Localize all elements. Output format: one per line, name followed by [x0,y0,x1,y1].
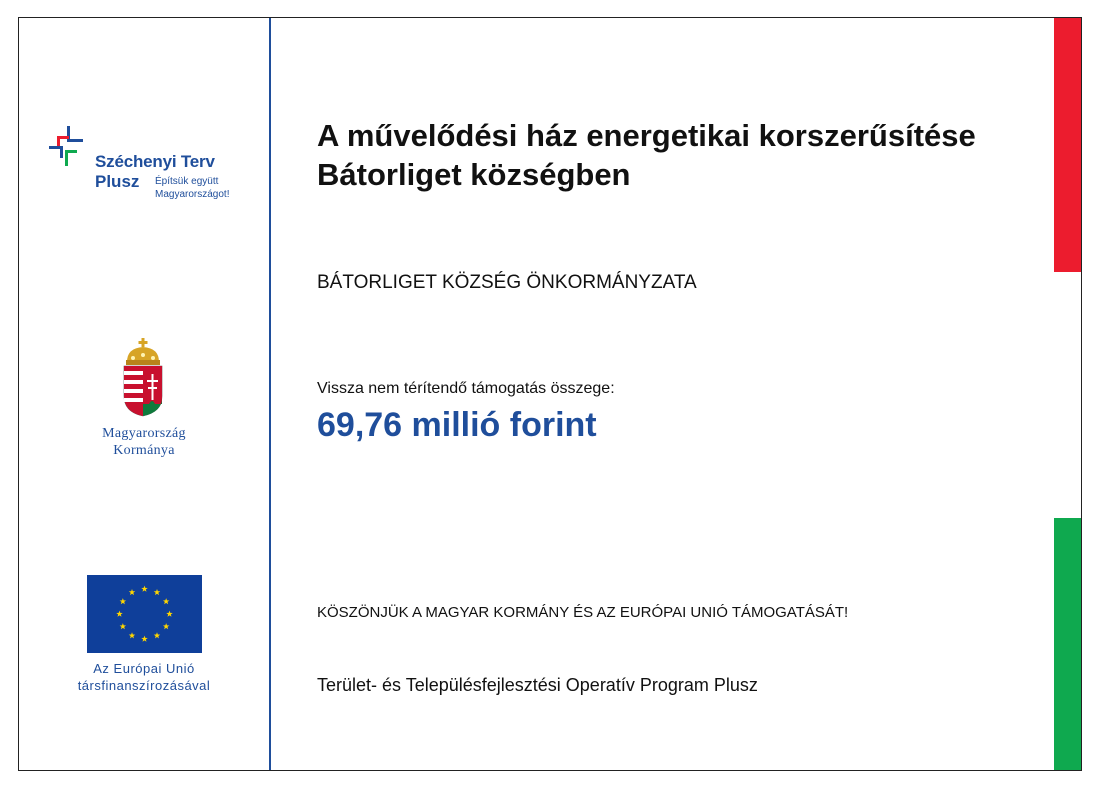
eu-flag-icon [87,575,202,653]
szechenyi-slogan-line2: Magyarországot! [155,189,230,200]
szechenyi-slogan-line1: Építsük együtt [155,176,219,187]
flag-stripe-red [1054,18,1081,272]
hungarian-coat-of-arms-icon [121,338,165,418]
flag-stripe-green [1054,518,1081,770]
beneficiary-name: BÁTORLIGET KÖZSÉG ÖNKORMÁNYZATA [317,272,697,293]
szechenyi-cross-icon [49,126,83,166]
eu-caption-line1: Az Európai Unió [93,661,195,676]
government-name-line2: Kormánya [113,443,175,458]
support-label: Vissza nem térítendő támogatás összege: [317,380,615,397]
government-name-line1: Magyarország [102,426,186,441]
program-name: Terület- és Településfejlesztési Operatív Program Plusz [317,675,758,695]
support-amount: 69,76 millió forint [317,406,597,444]
project-title: A művelődési ház energetikai korszerűsítése Bátorliget községben [317,118,976,192]
thanks-text: KÖSZÖNJÜK A MAGYAR KORMÁNY ÉS AZ EURÓPAI UNIÓ TÁMOGATÁSÁT! [317,604,849,621]
szechenyi-plus: Plusz [95,172,140,191]
poster [18,17,1082,771]
blue-divider [269,18,271,770]
eu-caption-line2: társfinanszírozásával [77,678,211,693]
szechenyi-title: Széchenyi Terv [95,152,215,171]
szechenyi-logo [49,122,249,202]
